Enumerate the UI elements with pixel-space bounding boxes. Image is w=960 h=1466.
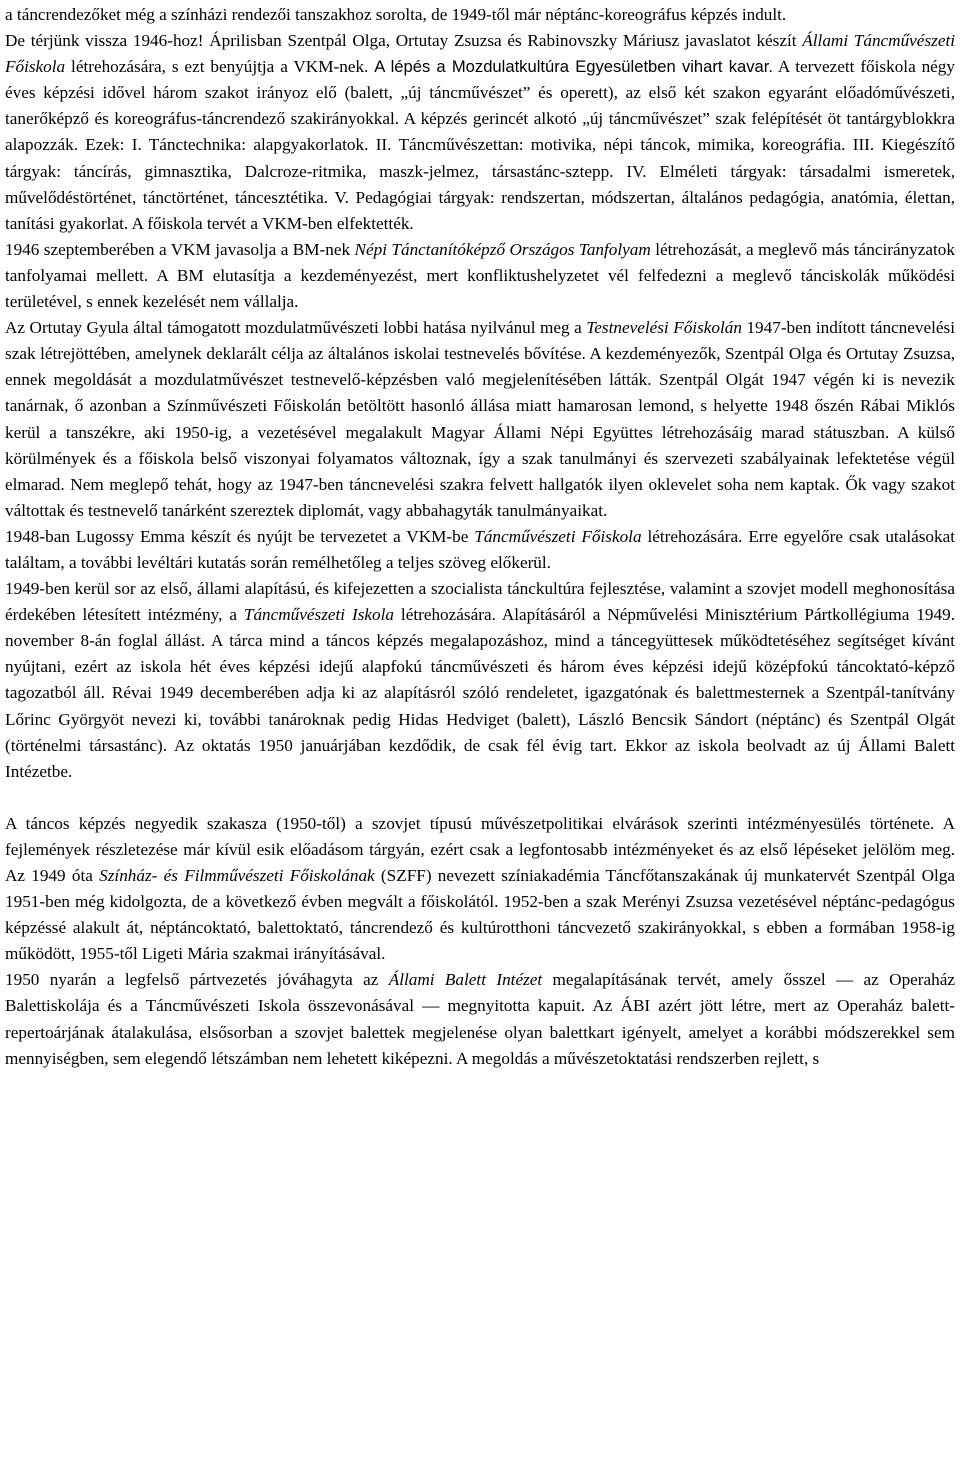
text-run: a táncrendezőket még a színházi rendezői tanszakhoz sorolta, de 1949-től már néptánc-koreográfus képzés indult. — [5, 5, 787, 24]
text-run: 1948-ban Lugossy Emma készít és nyújt be tervezetet a VKM-be — [5, 526, 475, 546]
text-run: A lépés a Mozdulatkultúra Egyesületben vihart kavar. — [374, 57, 773, 77]
italic-text: Testnevelési Főiskolán — [586, 318, 742, 338]
text-run: De térjünk vissza 1946-hoz! Áprilisban Szentpál Olga, Ortutay Zsuzsa és Rabinovszky Máriusz javaslatot készít — [5, 31, 803, 51]
paragraph — [5, 237, 955, 315]
text-run: A táncos képzés negyedik szakasza (1950-től) a szovjet típusú művészetpolitikai elvárások szerinti intézményesülés története. A fejlemények részletezése már kívül esik előadásom tárgyán, ezért csak a legfontosabb intézményeket és az első lépéseket jelölöm meg. Az 1949 óta — [5, 813, 955, 885]
text-run: 1946 szeptemberében a VKM javasolja a BM-nek — [5, 239, 355, 259]
text-run: létrehozására. Alapításáról a Népművelési Minisztérium Pártkollégiuma 1949. november 8-án foglal állást. A tárca mind a táncos képzés megalapozáshoz, mind a táncegyüttesek működtetéséhez segítséget kívánt nyújtani, ezért az iskola hét éves képzési idejű alapfokú táncművészeti és három éves képzési idejű középfokú táncoktató-képző tagozatból áll. Révai 1949 decemberében adja ki az alapításról szóló rendeletet, igazgatónak és balettmesternek a Szentpál-tanítvány Lőrinc Györgyöt nevezi ki, további tanároknak pedig Hidas Hedviget (balett), László Bencsik Sándort (néptánc) és Szentpál Olgát (történelmi társastánc). Az oktatás 1950 januárjában kezdődik, de csak fél évig tart. Ekkor az iskola beolvadt az új Állami Balett Intézetbe. — [5, 605, 956, 781]
text-run: 1949-ben kerül sor az első, állami alapítású, és kifejezetten a szocialista tánckultúra fejlesztése, valamint a szovjet modell meghonosítása érdekében létesített intézmény, a — [5, 579, 955, 625]
italic-text: Állami Balett Intézet — [388, 970, 543, 990]
paragraph — [5, 576, 955, 785]
text-run: létrehozására, s ezt benyújtja a VKM-nek. — [65, 57, 375, 77]
text-run: 1947-ben indított táncnevelési szak létrejöttében, amelynek deklarált célja az általános iskolai testnevelés bővítése. A kezdeményezők, Szentpál Olga és Ortutay Zsuzsa, ennek megoldását a mozdulatművészet testnevelő-képzésben való megjelenítésében látták. Szentpál Olgát 1947 végén ki is nevezik tanárnak, ő azonban a Színművészeti Főiskolán betöltött hasonló állása miatt hamarosan lemond, s helyette 1948 őszén Rábai Miklós kerül a tanszékre, aki 1950-ig, a vezetésével megalakult Magyar Állami Népi Együttes létrehozásáig marad státuszban. A külső körülmények és a főiskola belső viszonyai folyamatos változnak, így a szak tanulmányi és szervezeti szabályainak lefektetése végül elmarad. Nem meglepő tehát, hogy az 1947-ben táncnevelési szakra felvett hallgatók ilyen oklevelet soha nem kaptak. Ők vagy szakot váltottak és testnevelő tanárként szereztek diplomát, vagy abbahagyták tanulmányaikat. — [5, 318, 955, 520]
italic-text: Állami Táncművészeti Főiskola — [5, 31, 955, 77]
italic-text: Színház- és Filmművészeti Főiskolának — [99, 866, 375, 885]
text-run: A tervezett főiskola négy éves képzési idővel három szakot irányoz elő (balett, „új táncművészet” és operett), az első két szakon egyaránt előadóművészeti, tanerőképző és koreográfus-táncrendező szakirányokkal. A képzés gerincét alkotó „új táncművészet” szak felépítését öt tantárgyblokkra alapozzák. Ezek: I. Tánctechnika: alapgyakorlatok. II. Táncművészettan: motivika, népi táncok, mimika, koreográfia. III. Kiegészítő tárgyak: táncírás, gimnasztika, Dalcroze-ritmika, maszk-jelmez, társastánc-sztepp. IV. Elméleti tárgyak: társadalmi ismeretek, művelődéstörténet, tánctörténet, táncesztétika. V. Pedagógiai tárgyak: rendszertan, módszertan, általános pedagógia, anatómia, élettan, tanítási gyakorlat. A főiskola tervét a VKM-ben elfektették. — [5, 57, 955, 233]
italic-text: Táncművészeti Iskola — [243, 605, 395, 625]
paragraph-gap — [5, 785, 955, 811]
text-run: 1950 nyarán a legfelső pártvezetés jóváhagyta az — [5, 970, 389, 990]
text-run: (SZFF) nevezett színiakadémia Táncfőtanszakának új munkatervét Szentpál Olga 1951-ben még kidolgozta, de a következő évben megvált a főiskolától. 1952-ben a szak Merényi Zsuzsa vezetésével néptánc-pedagógus képzéssé alakult át, néptáncoktató, balettoktató, táncrendező és kultúrotthoni táncvezető szakirányokkal, s ebben a formában 1958-ig működött, 1955-től Ligeti Mária szakmai irányításával. — [5, 866, 955, 964]
paragraph — [5, 524, 955, 576]
italic-text: Népi Tánctanítóképző Országos Tanfolyam — [354, 239, 651, 259]
text-run: létrehozására. Erre egyelőre csak utalásokat találtam, a további levéltári kutatás során remélhetőleg a teljes szöveg előkerül. — [5, 526, 956, 572]
text-run: megalapításának tervét, amely ősszel — az Operaház Balettiskolája és a Táncművészeti Iskola összevonásával — megnyitotta kapuit. Az ÁBI azért jött létre, mert az Operaház balett-repertoárjának átalakulása, elsősorban a szovjet balettek megjelenése olyan balettkart igényelt, amelyet a korábbi módszerekkel sem mennyiségben, sem elegendő létszámban nem lehetett kiképezni. A megoldás a művészetoktatási rendszerben rejlett, s — [5, 970, 955, 1068]
text-run: Az Ortutay Gyula által támogatott mozdulatművészeti lobbi hatása nyilvánul meg a — [5, 318, 587, 338]
paragraph — [5, 811, 955, 968]
paragraph — [5, 28, 955, 237]
paragraph — [5, 967, 955, 1071]
text-run: létrehozását, a meglevő más táncirányzatok tanfolyamai mellett. A BM elutasítja a kezdeményezést, mert konfliktushelyzetet vél felfedezni a meglevő tánciskolák működési területével, s ennek kezelését nem vállalja. — [5, 239, 955, 312]
paragraph — [5, 315, 955, 524]
italic-text: Táncművészeti Főiskola — [474, 526, 642, 546]
paragraph — [5, 2, 955, 28]
